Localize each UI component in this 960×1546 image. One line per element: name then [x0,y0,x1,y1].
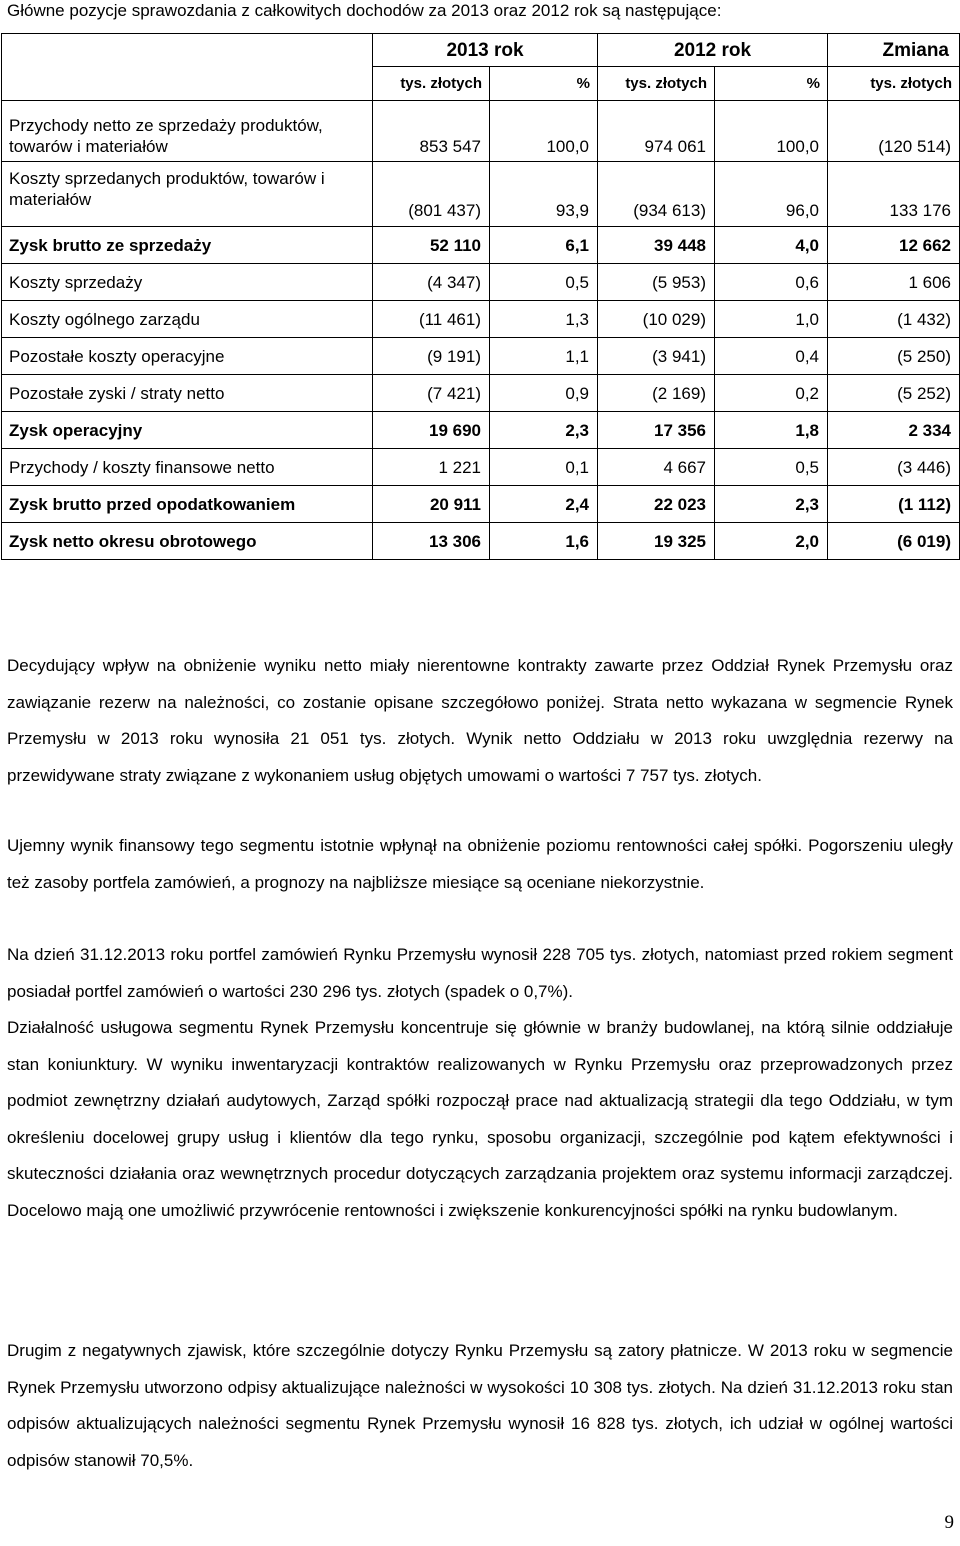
cell-change: 2 334 [828,412,960,449]
cell-change: (6 019) [828,523,960,560]
cell-value-2012: 17 356 [598,412,715,449]
header-unit-change: tys. złotych [828,67,960,101]
cell-change: (1 112) [828,486,960,523]
row-label: Zysk netto okresu obrotowego [2,523,373,560]
cell-pct-2012: 4,0 [715,227,828,264]
cell-value-2012: (3 941) [598,338,715,375]
cell-value-2013: (801 437) [373,162,490,227]
cell-value-2013: (7 421) [373,375,490,412]
cell-change: 1 606 [828,264,960,301]
cell-pct-2012: 96,0 [715,162,828,227]
paragraph-profitability: Ujemny wynik finansowy tego segmentu istotnie wpłynął na obniżenie poziomu rentowności całej spółki. Pogorszeniu uległy też zasoby portfela zamówień, a prognozy na najbliższe miesiące są oceniane niekorzystnie. [7,836,953,892]
cell-pct-2013: 100,0 [490,101,598,162]
cell-pct-2013: 1,1 [490,338,598,375]
table-row [2,301,960,338]
cell-pct-2012: 2,3 [715,486,828,523]
financial-table [1,33,960,560]
table-row [2,101,960,162]
row-label: Koszty sprzedaży [2,264,373,301]
table-row [2,338,960,375]
header-unit-2013: tys. złotych [373,67,490,101]
header-2013: 2013 rok [373,34,598,67]
cell-pct-2012: 0,2 [715,375,828,412]
cell-value-2012: 974 061 [598,101,715,162]
cell-value-2013: 20 911 [373,486,490,523]
cell-value-2012: (5 953) [598,264,715,301]
cell-pct-2012: 100,0 [715,101,828,162]
row-label: Koszty ogólnego zarządu [2,301,373,338]
paragraph-net-result: Decydujący wpływ na obniżenie wyniku netto miały nierentowne kontrakty zawarte przez Oddział Rynek Przemysłu oraz zawiązanie rezerw na należności, co zostanie opisane szczegółowo poniżej. Strata netto wykazana w segmencie Rynek Przemysłu w 2013 roku wynosiła 21 051 tys. złotych. Wynik netto Oddziału w 2013 roku uwzględnia rezerwy na przewidywane straty związane z wykonaniem usług objętych umowami o wartości 7 757 tys. złotych. [7,656,953,785]
table-row [2,264,960,301]
cell-pct-2012: 1,0 [715,301,828,338]
cell-change: (120 514) [828,101,960,162]
cell-change: 133 176 [828,162,960,227]
paragraph-receivables: Drugim z negatywnych zjawisk, które szczególnie dotyczy Rynku Przemysłu są zatory płatnicze. W 2013 roku w segmencie Rynek Przemysłu utworzono odpisy aktualizujące należności w wysokości 10 308 tys. złotych. Na dzień 31.12.2013 roku stan odpisów aktualizujących należności segmentu Rynek Przemysłu wynosił 16 828 tys. złotych, ich udział w ogólnej wartości odpisów stanowił 70,5%. [7,1341,953,1470]
cell-pct-2013: 6,1 [490,227,598,264]
header-2012: 2012 rok [598,34,828,67]
cell-value-2012: (10 029) [598,301,715,338]
row-label: Zysk operacyjny [2,412,373,449]
cell-value-2012: (934 613) [598,162,715,227]
table-header-years [2,34,960,67]
row-label: Zysk brutto ze sprzedaży [2,227,373,264]
table-row [2,162,960,227]
cell-pct-2013: 2,4 [490,486,598,523]
page-number: 9 [944,1512,954,1533]
cell-pct-2012: 0,6 [715,264,828,301]
cell-pct-2013: 0,5 [490,264,598,301]
cell-pct-2013: 0,1 [490,449,598,486]
header-unit-2012: tys. złotych [598,67,715,101]
cell-value-2013: 13 306 [373,523,490,560]
cell-change: (5 252) [828,375,960,412]
row-label: Przychody / koszty finansowe netto [2,449,373,486]
header-change: Zmiana [828,34,960,67]
cell-value-2013: 52 110 [373,227,490,264]
table-row [2,449,960,486]
row-label: Przychody netto ze sprzedaży produktów, towarów i materiałów [2,101,373,162]
header-pct-2012: % [715,67,828,101]
table-row [2,412,960,449]
paragraph-order-book: Na dzień 31.12.2013 roku portfel zamówień Rynku Przemysłu wynosił 228 705 tys. złotych, natomiast przed rokiem segment posiadał portfel zamówień o wartości 230 296 tys. złotych (spadek o 0,7%). [7,945,953,1001]
cell-value-2012: 4 667 [598,449,715,486]
cell-value-2012: 39 448 [598,227,715,264]
table-row [2,523,960,560]
cell-value-2013: 853 547 [373,101,490,162]
cell-value-2012: 19 325 [598,523,715,560]
cell-pct-2012: 0,5 [715,449,828,486]
cell-change: (3 446) [828,449,960,486]
cell-value-2013: 19 690 [373,412,490,449]
table-row [2,227,960,264]
row-label: Zysk brutto przed opodatkowaniem [2,486,373,523]
paragraph-strategy: Działalność usługowa segmentu Rynek Przemysłu koncentruje się głównie w branży budowlanej, na którą silnie oddziałuje stan koniunktury. W wyniku inwentaryzacji kontraktów realizowanych w Rynku Przemysłu oraz przeprowadzonych przez podmiot zewnętrzny działań audytowych, Zarząd spółki rozpoczął prace nad aktualizacją strategii dla tego Oddziału, w tym określeniu docelowej grupy usług i klientów dla tego rynku, sposobu organizacji, szczególnie pod kątem efektywności i skuteczności działania oraz wewnętrznych procedur dotyczących zarządzania projektem oraz systemu informacji zarządczej. Docelowo mają one umożliwić przywrócenie rentowności i zwiększenie konkurencyjności spółki na rynku budowlanym. [7,1018,953,1220]
cell-change: (1 432) [828,301,960,338]
row-label: Pozostałe koszty operacyjne [2,338,373,375]
cell-pct-2013: 2,3 [490,412,598,449]
cell-change: (5 250) [828,338,960,375]
row-label: Pozostałe zyski / straty netto [2,375,373,412]
cell-value-2013: (11 461) [373,301,490,338]
table-row [2,375,960,412]
cell-pct-2012: 1,8 [715,412,828,449]
cell-pct-2012: 2,0 [715,523,828,560]
row-label: Koszty sprzedanych produktów, towarów i materiałów [2,162,373,227]
cell-change: 12 662 [828,227,960,264]
cell-pct-2013: 1,3 [490,301,598,338]
intro-text: Główne pozycje sprawozdania z całkowitych dochodów za 2013 oraz 2012 rok są następujące: [7,1,722,20]
header-blank-cell [2,34,373,101]
cell-value-2013: (4 347) [373,264,490,301]
cell-pct-2013: 0,9 [490,375,598,412]
header-pct-2013: % [490,67,598,101]
cell-value-2013: (9 191) [373,338,490,375]
cell-value-2012: 22 023 [598,486,715,523]
cell-pct-2013: 93,9 [490,162,598,227]
cell-value-2012: (2 169) [598,375,715,412]
table-row [2,486,960,523]
cell-value-2013: 1 221 [373,449,490,486]
cell-pct-2012: 0,4 [715,338,828,375]
cell-pct-2013: 1,6 [490,523,598,560]
